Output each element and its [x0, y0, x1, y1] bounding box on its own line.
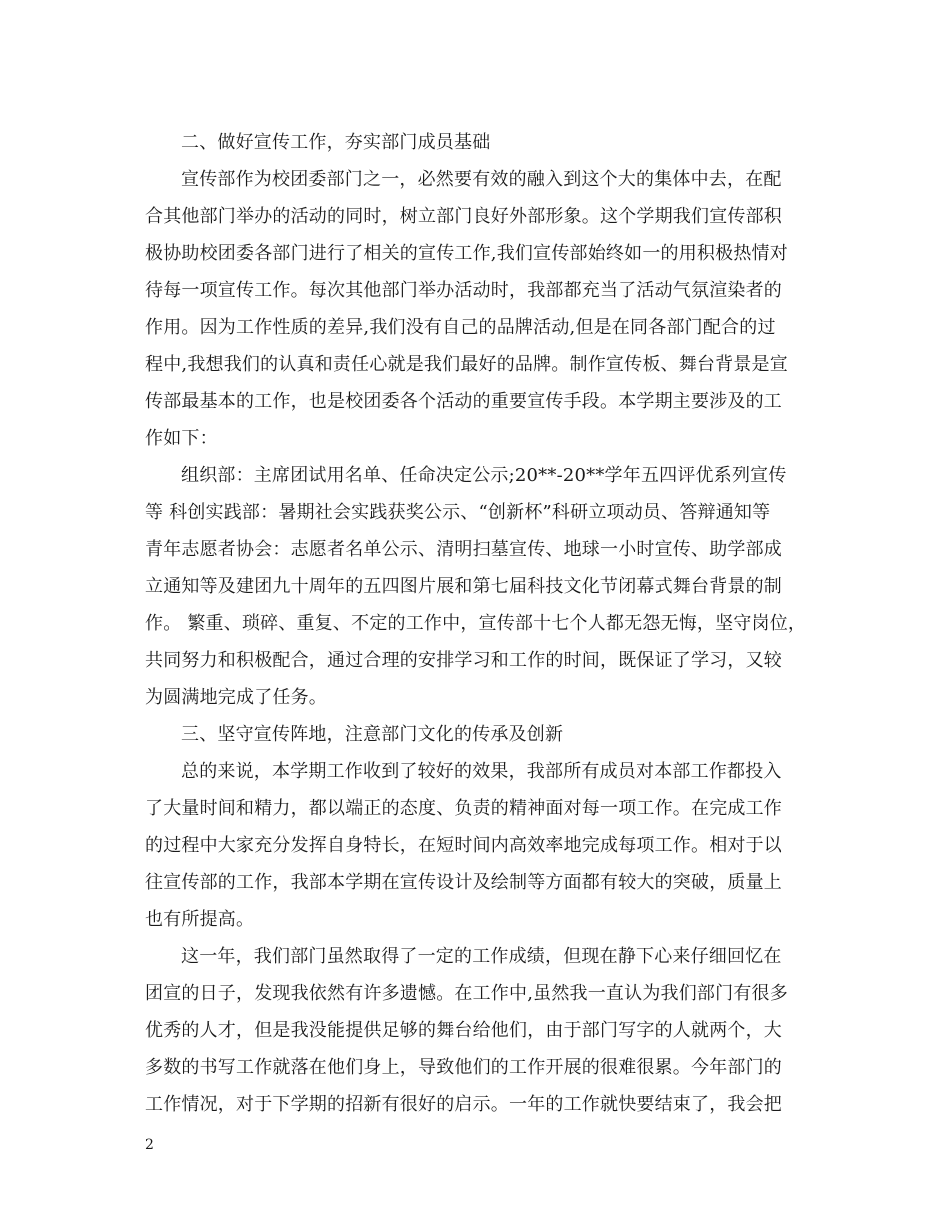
paragraph-line: 作。 繁重、琐碎、重复、不定的工作中，宣传部十七个人都无怨无悔，坚守岗位，	[145, 613, 807, 634]
section-heading-3: 三、坚守宣传阵地，注意部门文化的传承及创新	[181, 724, 564, 745]
page-number: 2	[145, 1137, 154, 1153]
paragraph-line: 为圆满地完成了任务。	[145, 687, 327, 708]
paragraph-line: 作用。因为工作性质的差异,我们没有自己的品牌活动,但是在同各部门配合的过	[145, 317, 776, 338]
paragraph-line: 待每一项宣传工作。每次其他部门举办活动时，我部都充当了活动气氛渲染者的	[145, 280, 782, 301]
paragraph-line: 作如下：	[145, 428, 218, 449]
paragraph-line: 合其他部门举办的活动的同时，树立部门良好外部形象。这个学期我们宣传部积	[145, 206, 782, 227]
paragraph-line: 往宣传部的工作，我部本学期在宣传设计及绘制等方面都有较大的突破，质量上	[145, 872, 782, 893]
paragraph-line: 等 科创实践部：暑期社会实践获奖公示、“创新杯”科研立项动员、答辩通知等	[145, 502, 771, 523]
paragraph-line: 优秀的人才，但是我没能提供足够的舞台给他们，由于部门写字的人就两个，大	[145, 1020, 782, 1041]
paragraph-line: 传部最基本的工作，也是校团委各个活动的重要宣传手段。本学期主要涉及的工	[145, 391, 782, 412]
paragraph-line: 程中,我想我们的认真和责任心就是我们最好的品牌。制作宣传板、舞台背景是宣	[145, 354, 788, 375]
paragraph-line: 共同努力和积极配合，通过合理的安排学习和工作的时间，既保证了学习，又较	[145, 650, 782, 671]
paragraph-line: 极协助校团委各部门进行了相关的宣传工作,我们宣传部始终如一的用积极热情对	[145, 243, 788, 264]
section-heading-2: 二、做好宣传工作，夯实部门成员基础	[181, 132, 491, 153]
paragraph-line: 也有所提高。	[145, 909, 255, 930]
paragraph-line: 总的来说，本学期工作收到了较好的效果，我部所有成员对本部工作都投入	[181, 761, 782, 782]
paragraph-line: 的过程中大家充分发挥自身特长，在短时间内高效率地完成每项工作。相对于以	[145, 835, 782, 856]
paragraph-line: 工作情况，对于下学期的招新有很好的启示。一年的工作就快要结束了，我会把	[145, 1094, 782, 1115]
paragraph-line: 多数的书写工作就落在他们身上，导致他们的工作开展的很难很累。今年部门的	[145, 1057, 782, 1078]
paragraph-line: 立通知等及建团九十周年的五四图片展和第七届科技文化节闭幕式舞台背景的制	[145, 576, 782, 597]
paragraph-line: 这一年，我们部门虽然取得了一定的工作成绩，但现在静下心来仔细回忆在	[181, 946, 782, 967]
paragraph-line: 组织部：主席团试用名单、任命决定公示;20**-20**学年五四评优系列宣传	[181, 465, 787, 486]
paragraph-line: 青年志愿者协会：志愿者名单公示、清明扫墓宣传、地球一小时宣传、助学部成	[145, 539, 782, 560]
paragraph-line: 团宣的日子，发现我依然有许多遗憾。在工作中,虽然我一直认为我们部门有很多	[145, 983, 788, 1004]
paragraph-line: 了大量时间和精力，都以端正的态度、负责的精神面对每一项工作。在完成工作	[145, 798, 782, 819]
paragraph-line: 宣传部作为校团委部门之一，必然要有效的融入到这个大的集体中去，在配	[181, 169, 782, 190]
